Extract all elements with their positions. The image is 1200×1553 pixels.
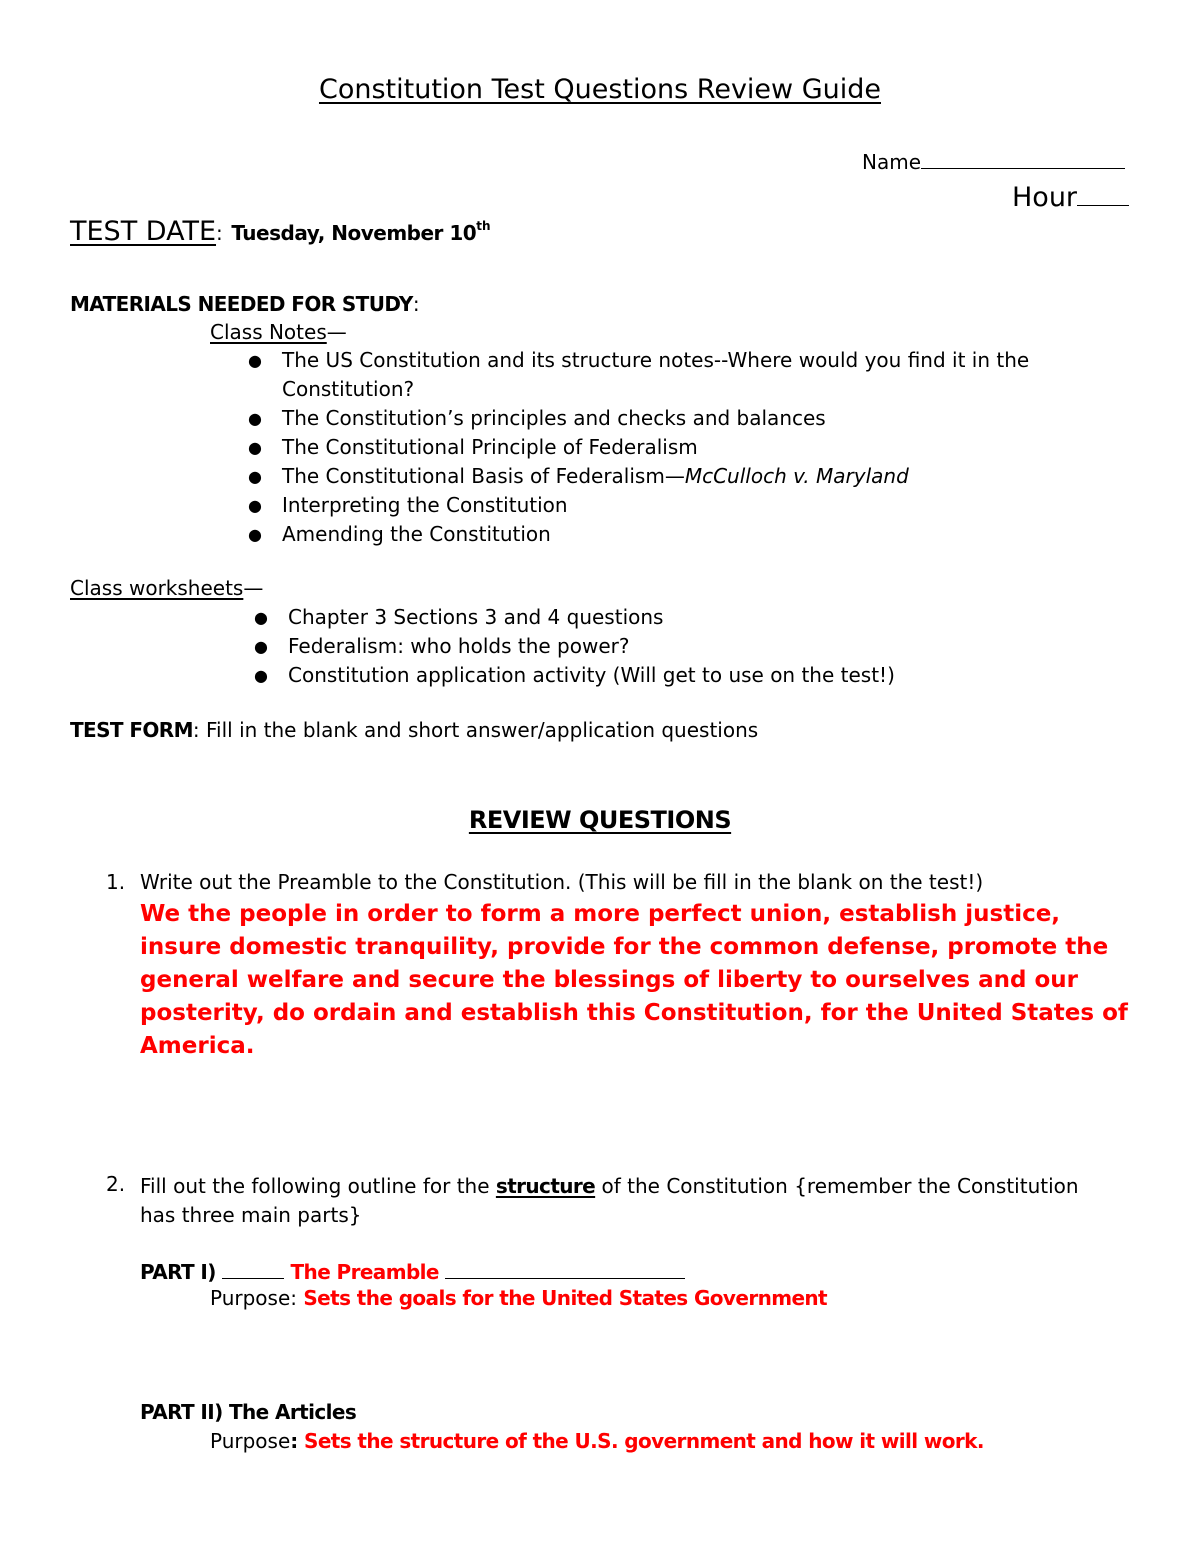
part-1-blank-left — [222, 1258, 284, 1279]
test-form-label: TEST FORM — [70, 718, 193, 742]
list-item: ● Constitution application activity (Will get to use on the test!) — [254, 663, 895, 687]
list-item: Constitution? — [282, 377, 415, 401]
part-2-label: PART II) The Articles — [140, 1400, 357, 1424]
test-date: TEST DATE: Tuesday, November 10th — [70, 216, 491, 247]
list-item: ● The Constitution’s principles and checks and balances — [248, 406, 826, 430]
question-1-text: Write out the Preamble to the Constitution. (This will be fill in the blank on the test!) — [140, 870, 984, 894]
test-form: TEST FORM: Fill in the blank and short answer/application questions — [70, 718, 759, 742]
question-1-answer: We the people in order to form a more perfect union, establish justice, insure domestic tranquility, provide for the common defense, promote the general welfare and secure the blessings of liberty to ourselves and our posterity, do ordain and establish this Constitution, for the United States of America. — [140, 901, 1128, 1059]
page-title: Constitution Test Questions Review Guide — [318, 74, 881, 105]
materials-heading: MATERIALS NEEDED FOR STUDY: — [70, 292, 420, 316]
structure-emphasis: structure — [495, 1174, 596, 1198]
list-item: ● Chapter 3 Sections 3 and 4 questions — [254, 605, 664, 629]
question-1-number: 1. — [106, 870, 126, 894]
review-questions-heading: REVIEW QUESTIONS — [468, 806, 732, 834]
hour-field[interactable] — [1012, 178, 1129, 213]
list-item: ● Federalism: who holds the power? — [254, 634, 630, 658]
class-worksheets-label: Class worksheets— — [70, 576, 264, 600]
test-date-label: TEST DATE — [70, 216, 217, 247]
list-item: ● Amending the Constitution — [248, 522, 551, 546]
part-2-purpose-answer: Sets the structure of the U.S. government and how it will work. — [304, 1429, 984, 1453]
name-blank[interactable] — [921, 148, 1125, 169]
hour-label: Hour — [1012, 182, 1078, 213]
name-field[interactable] — [862, 148, 1125, 174]
part-1-purpose: Purpose: Sets the goals for the United States Government — [210, 1286, 828, 1310]
class-worksheets-list — [254, 603, 895, 690]
part-1-answer: The Preamble — [290, 1260, 439, 1284]
class-notes-label: Class Notes— — [210, 320, 347, 344]
list-item: ● The Constitutional Principle of Federalism — [248, 435, 698, 459]
hour-blank[interactable] — [1077, 178, 1129, 206]
list-item: ● The Constitutional Basis of Federalism—McCulloch v. Maryland — [248, 464, 909, 488]
class-notes-list — [248, 346, 1030, 549]
part-2-purpose: Purpose: Sets the structure of the U.S. government and how it will work. — [210, 1429, 984, 1453]
question-2-number: 2. — [106, 1172, 126, 1196]
list-item: ● The US Constitution and its structure notes--Where would you find it in the — [248, 348, 1030, 372]
test-date-value: Tuesday, November 10 — [231, 221, 477, 245]
part-1-label: PART I) — [140, 1260, 216, 1284]
part-1-purpose-answer: Sets the goals for the United States Government — [303, 1286, 828, 1310]
list-item: ● Interpreting the Constitution — [248, 493, 568, 517]
question-2-text: Fill out the following outline for the structure of the Constitution {remember the Constitution has three main parts} — [140, 1174, 1079, 1227]
name-label: Name — [862, 150, 922, 174]
part-1-row — [140, 1258, 685, 1284]
part-1-blank-right — [445, 1258, 685, 1279]
